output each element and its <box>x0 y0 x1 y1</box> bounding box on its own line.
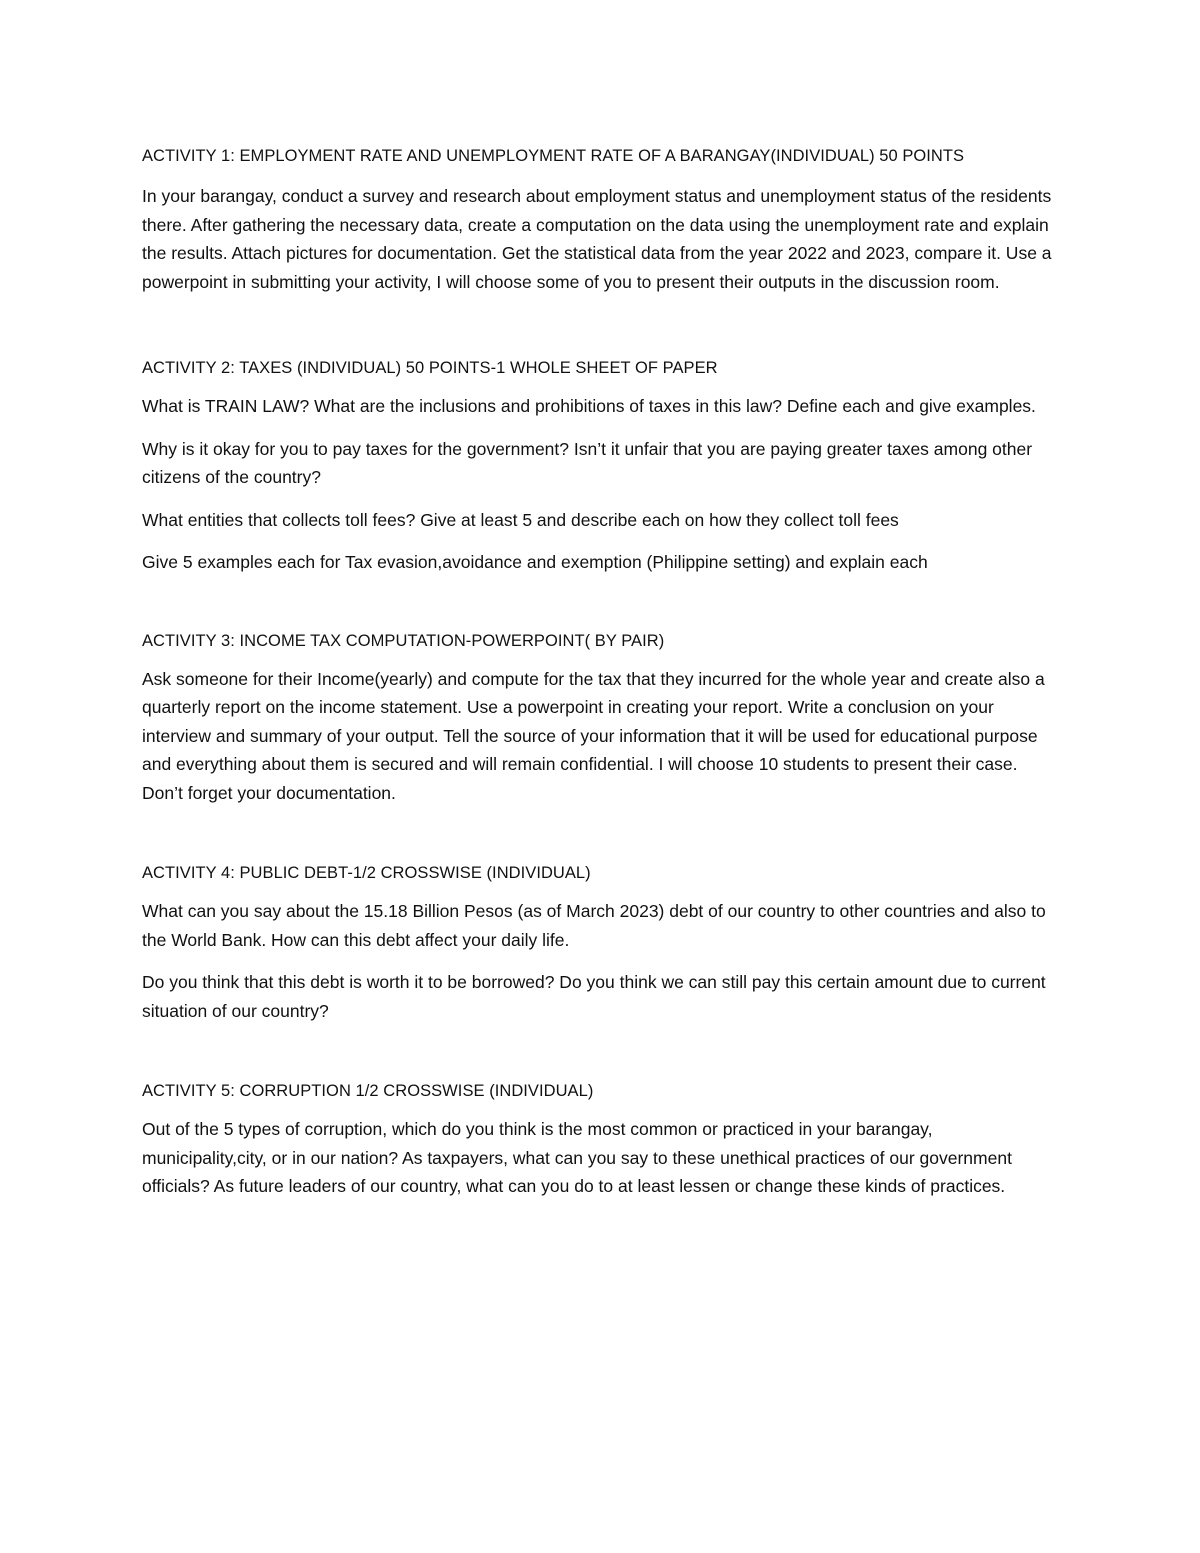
activity-2-paragraph-3: What entities that collects toll fees? Give at least 5 and describe each on how they collect toll fees <box>142 509 899 530</box>
activity-3-title: ACTIVITY 3: INCOME TAX COMPUTATION-POWERPOINT( BY PAIR) <box>142 631 665 650</box>
activity-2-paragraph-1: What is TRAIN LAW? What are the inclusions and prohibitions of taxes in this law? Define each and give examples. <box>142 396 1036 416</box>
activity-5-title: ACTIVITY 5: CORRUPTION 1/2 CROSSWISE (INDIVIDUAL) <box>142 1082 594 1100</box>
activity-2-title: ACTIVITY 2: TAXES (INDIVIDUAL) 50 POINTS-1 WHOLE SHEET OF PAPER <box>142 359 718 377</box>
activity-4-section <box>142 863 1062 1025</box>
activity-5-section <box>142 1081 1062 1201</box>
activity-3-section <box>142 631 1062 808</box>
activity-2-section <box>142 358 1062 577</box>
activity-1-paragraph-1: In your barangay, conduct a survey and research about employment status and unemployment status of the residents there. After gathering the necessary data, create a computation on the data using the unemployment rate and explain the results. Attach pictures for documentation. Get the statistical data from the year 2022 and 2023, compare it. Use a powerpoint in submitting your activity, I will choose some of you to present their outputs in the discussion room. <box>142 186 1052 292</box>
activity-2-paragraph-4: Give 5 examples each for Tax evasion,avoidance and exemption (Philippine setting) and explain each <box>142 552 928 572</box>
activity-5-paragraph-1: Out of the 5 types of corruption, which do you think is the most common or practiced in your barangay, municipality,city, or in our nation? As taxpayers, what can you say to these unethical practices of our government officials? As future leaders of our country, what can you do to at least lessen or change these kinds of practices. <box>142 1119 1012 1196</box>
activity-4-paragraph-2: Do you think that this debt is worth it to be borrowed? Do you think we can still pay this certain amount due to current situation of our country? <box>142 972 1046 1021</box>
activity-1-title: ACTIVITY 1: EMPLOYMENT RATE AND UNEMPLOYMENT RATE OF A BARANGAY(INDIVIDUAL) 50 POINTS <box>142 147 965 165</box>
activity-4-title: ACTIVITY 4: PUBLIC DEBT-1/2 CROSSWISE (INDIVIDUAL) <box>142 864 591 882</box>
activity-3-paragraph-1: Ask someone for their Income(yearly) and compute for the tax that they incurred for the whole year and create also a quarterly report on the income statement. Use a powerpoint in creating your report. Write a conclusion on your interview and summary of your output. Tell the source of your information that it will be used for educational purpose and everything about them is secured and will remain confidential. I will choose 10 students to present their case. Don’t forget your documentation. <box>142 668 1045 803</box>
document-page <box>142 146 1062 1249</box>
activity-1-section <box>142 146 1062 296</box>
activity-4-paragraph-1: What can you say about the 15.18 Billion Pesos (as of March 2023) debt of our country to other countries and also to the World Bank. How can this debt affect your daily life. <box>142 901 1046 950</box>
activity-2-paragraph-2: Why is it okay for you to pay taxes for the government? Isn’t it unfair that you are paying greater taxes among other citizens of the country? <box>142 438 1033 487</box>
